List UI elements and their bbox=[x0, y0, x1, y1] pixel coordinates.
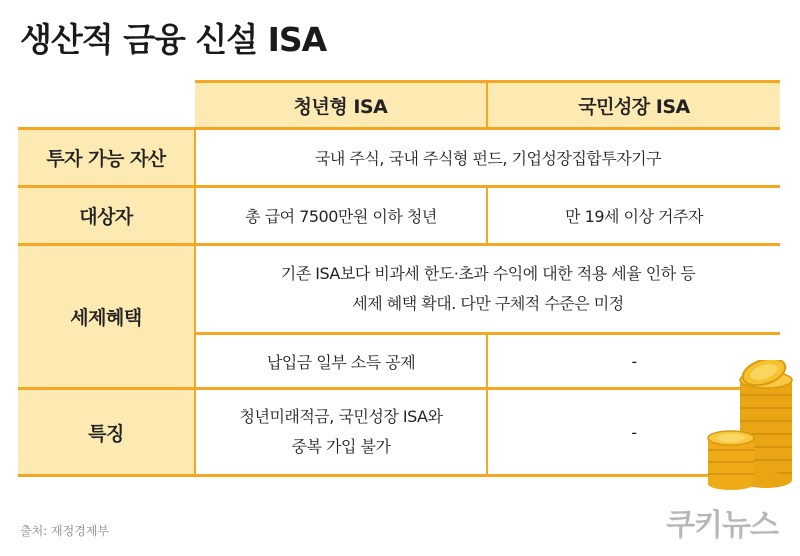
row-label-tax: 세제혜택 bbox=[18, 245, 195, 389]
row-label-target: 대상자 bbox=[18, 187, 195, 245]
tax-shared-line-2: 세제 혜택 확대. 다만 구체적 수준은 미정 bbox=[352, 294, 624, 313]
table-row bbox=[18, 245, 780, 334]
target-youth: 총 급여 7500만원 이하 청년 bbox=[195, 187, 487, 245]
table-row bbox=[18, 389, 780, 476]
assets-value: 국내 주식, 국내 주식형 펀드, 기업성장집합투자기구 bbox=[195, 129, 780, 187]
tax-national: - bbox=[487, 334, 780, 389]
tax-youth: 납입금 일부 소득 공제 bbox=[195, 334, 487, 389]
features-youth bbox=[195, 389, 487, 476]
gold-coins-icon bbox=[700, 360, 800, 490]
table-row bbox=[18, 129, 780, 187]
row-label-features: 특징 bbox=[18, 389, 195, 476]
source-credit: 출처: 재정경제부 bbox=[20, 524, 110, 538]
header-blank-cell bbox=[18, 82, 195, 129]
brand-logo: 쿠키뉴스 bbox=[666, 508, 778, 543]
features-national: - bbox=[487, 389, 780, 476]
table-header-row bbox=[18, 82, 780, 129]
features-youth-line-2: 중복 가입 불가 bbox=[291, 437, 391, 456]
header-national-growth-isa: 국민성장 ISA bbox=[487, 82, 780, 129]
table-row bbox=[18, 187, 780, 245]
tax-shared-line-1: 기존 ISA보다 비과세 한도·초과 수익에 대한 적용 세율 인하 등 bbox=[280, 264, 696, 283]
isa-comparison-table bbox=[18, 80, 780, 477]
features-youth-line-1: 청년미래적금, 국민성장 ISA와 bbox=[239, 407, 443, 426]
row-label-assets: 투자 가능 자산 bbox=[18, 129, 195, 187]
page-title: 생산적 금융 신설 ISA bbox=[20, 20, 327, 59]
target-national: 만 19세 이상 거주자 bbox=[487, 187, 780, 245]
header-youth-isa: 청년형 ISA bbox=[195, 82, 487, 129]
tax-shared-benefit bbox=[195, 245, 780, 334]
